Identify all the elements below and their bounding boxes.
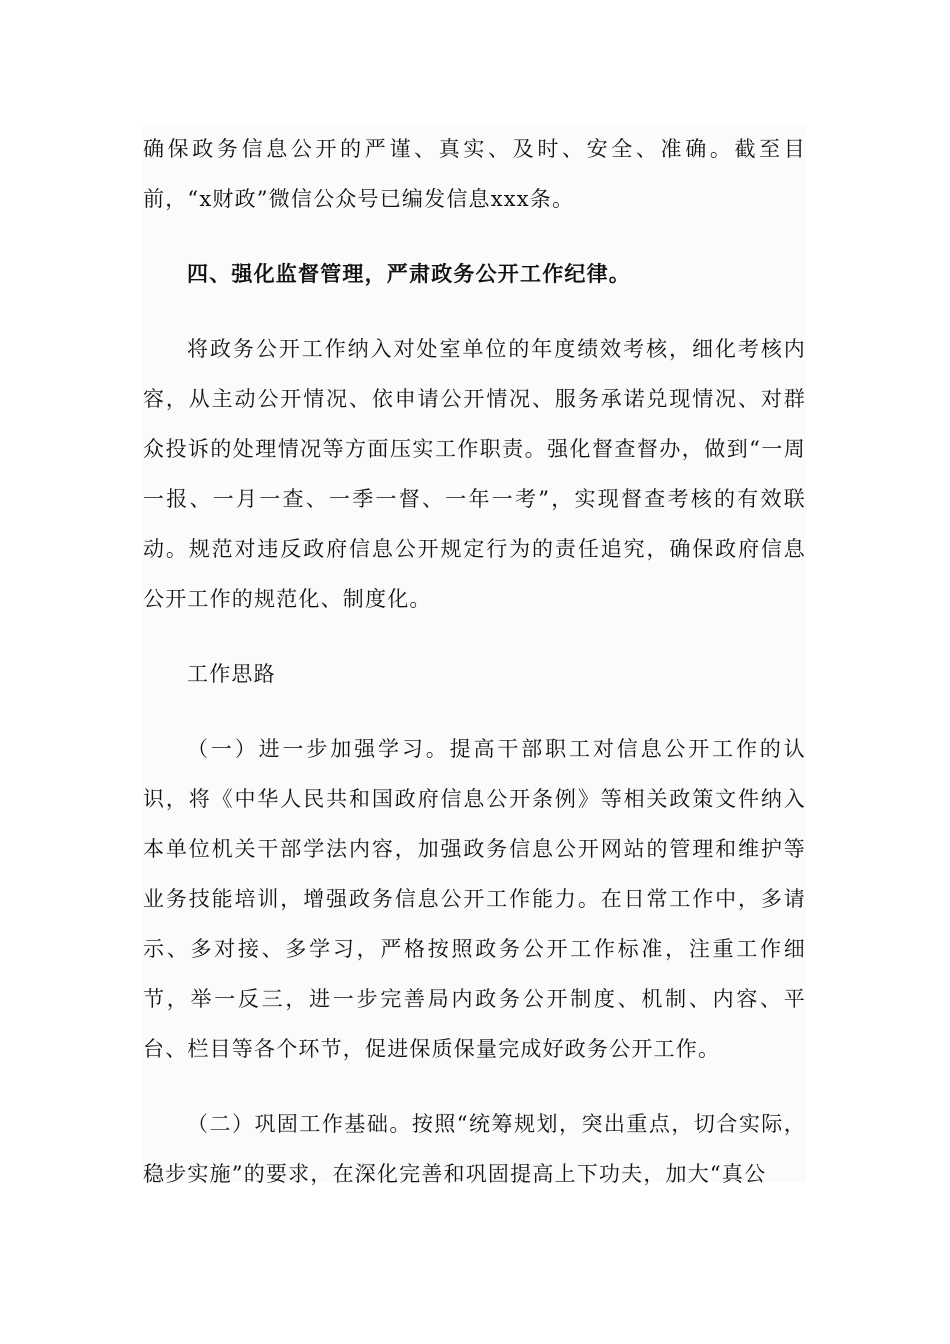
paragraph-foundation: （二）巩固工作基础。按照“统筹规划，突出重点，切合实际，稳步实施”的要求，在深化完善和巩固提高上下功夫，加大“真公 <box>143 1112 806 1186</box>
section-heading-work-ideas: 工作思路 <box>187 662 276 686</box>
paragraph-continuation: 确保政务信息公开的严谨、真实、及时、安全、准确。截至目前，“x财政”微信公众号已编发信息xxx条。 <box>143 137 806 211</box>
document-page <box>143 124 806 1186</box>
paragraph-learning: （一）进一步加强学习。提高干部职工对信息公开工作的认识，将《中华人民共和国政府信息公开条例》等相关政策文件纳入本单位机关干部学法内容，加强政务信息公开网站的管理和维护等业务技能培训，增强政务信息公开工作能力。在日常工作中，多请示、多对接、多学习，严格按照政务公开工作标准，注重工作细节，举一反三，进一步完善局内政务公开制度、机制、内容、平台、栏目等各个环节，促进保质保量完成好政务公开工作。 <box>143 737 806 1061</box>
paragraph-supervision: 将政务公开工作纳入对处室单位的年度绩效考核，细化考核内容，从主动公开情况、依申请公开情况、服务承诺兑现情况、对群众投诉的处理情况等方面压实工作职责。强化督查督办，做到“一周一报、一月一查、一季一督、一年一考”，实现督查考核的有效联动。规范对违反政府信息公开规定行为的责任追究，确保政府信息公开工作的规范化、制度化。 <box>143 337 806 611</box>
section-heading-4: 四、强化监督管理，严肃政务公开工作纪律。 <box>187 261 631 286</box>
